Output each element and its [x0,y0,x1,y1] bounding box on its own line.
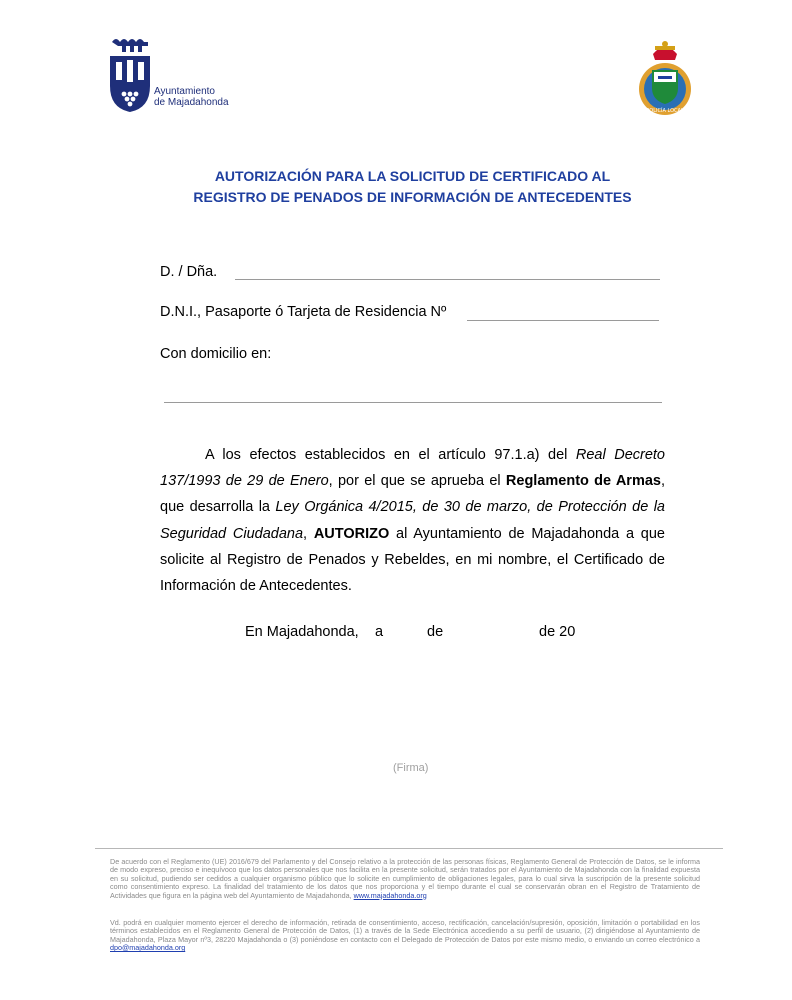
name-label: D. / Dña. [160,264,218,280]
title-line-2: REGISTRO DE PENADOS DE INFORMACIÓN DE ANTECEDENTES [193,189,632,205]
date-de-1: de [427,624,444,640]
website-link[interactable]: www.majadahonda.org [353,890,427,900]
ayuntamiento-logo [106,34,246,118]
privacy-notice-2: Vd. podrá en cualquier momento ejercer el derecho de información, retirada de consentimiento, acceso, rectificación, cancelación/supresión, oposición, limitación o portabilidad en los términos establecidos en el Reglamento General de Protección de Datos, (1) a través de la Sede Electrónica accediendo a su perfil de usuario, (2) dirigiéndose al Ayuntamiento de Majadahonda, Plaza Mayor nº3, 28220 Majadahonda o (3) poniéndose en contacto con el Delegado de Protección de Datos por este mismo medio, o enviando un correo electrónico a dpo@majadahonda.org [110,918,700,953]
footer-divider [95,848,723,849]
address-input-line[interactable] [164,402,662,403]
date-de-year: de 20 [539,624,576,640]
police-badge-text: POLICÍA LOCAL [646,108,684,114]
date-a: a [375,624,384,640]
dpo-email-link[interactable]: dpo@majadahonda.org [110,943,186,953]
autorizo-word: AUTORIZO [313,525,390,542]
id-input-line[interactable] [467,320,659,321]
authorization-paragraph: A los efectos establecidos en el artículo 97.1.a) del Real Decreto 137/1993 de 29 de Enero, por el que se aprueba el Reglamento de Armas, que desarrolla la Ley Orgánica 4/2015, de 30 de marzo, de Protección de la Seguridad Ciudadana, AUTORIZO al Ayuntamiento de Majadahonda a que solicite al Registro de Penados y Rebeldes, en mi nombre, el Certificado de Información de Antecedentes. [160,447,666,595]
date-place: En Majadahonda, [245,624,359,640]
ley-organica-ref: Ley Orgánica 4/2015, de 30 de marzo, de Protección de la Seguridad Ciudadana [160,499,665,542]
policia-local-crest [635,40,695,118]
signature-label: (Firma) [393,762,429,774]
document-title [120,166,705,208]
id-label: D.N.I., Pasaporte ó Tarjeta de Residencia Nº [160,304,447,320]
reglamento-armas-ref: Reglamento de Armas [505,473,661,490]
privacy-notice-1: De acuerdo con el Reglamento (UE) 2016/679 del Parlamento y del Consejo relativo a la protección de las personas físicas, Reglamento General de Protección de Datos, se le informa de modo expreso, preciso e inequívoco que los datos personales que nos facilita en la presente solicitud, serán tratados por el Ayuntamiento de Majadahonda con la finalidad expuesta en su solicitud, pudiendo ser cedidos a cualquier organismo público que lo solicite en cumplimiento de obligaciones legales, para lo cual sirva la suscripción de la presente solicitud como consentimiento expreso. La finalidad del tratamiento de los datos que nos proporciona y el tiempo durante el cual se conservarán obran en el Registro de Tratamiento de Actividades que figura en la página web del Ayuntamiento de Majadahonda, www.majadahonda.org [110,857,700,900]
majadahonda-emblem-icon [106,34,154,114]
title-line-1: AUTORIZACIÓN PARA LA SOLICITUD DE CERTIFICADO AL [214,168,611,184]
ayuntamiento-caption: Ayuntamiento de Majadahonda [154,86,229,108]
police-crest-icon [635,40,695,118]
address-label: Con domicilio en: [160,346,272,362]
real-decreto-ref: Real Decreto 137/1993 de 29 de Enero [160,447,666,490]
name-input-line[interactable] [235,279,660,280]
